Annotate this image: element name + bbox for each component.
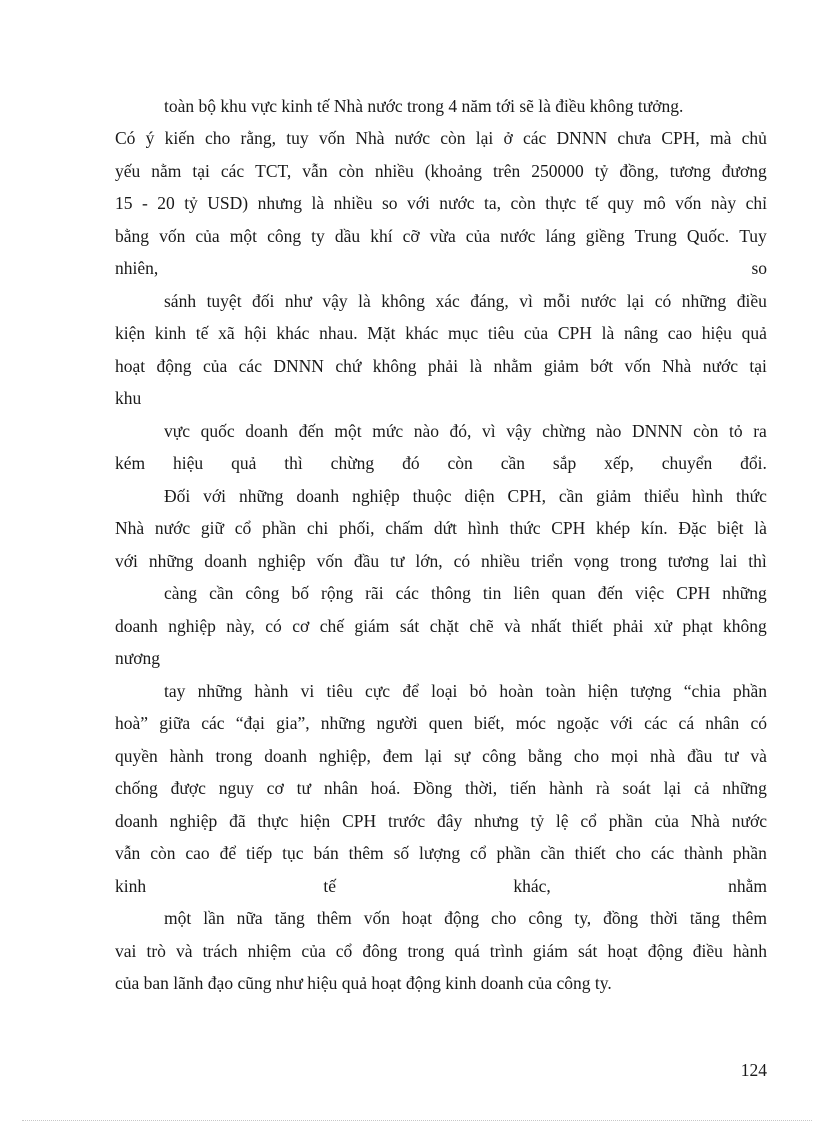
page-number: 124 — [740, 1060, 767, 1080]
text-line: chống được nguy cơ tư nhân hoá. Đồng thời, tiến hành rà soát lại cả những — [115, 778, 767, 798]
text-line: 15 - 20 tỷ USD) nhưng là nhiều so với nước ta, còn thực tế quy mô vốn này chỉ — [115, 193, 767, 213]
text-line: với những doanh nghiệp vốn đầu tư lớn, có nhiều triển vọng trong tương lai thì — [115, 551, 767, 571]
text-line: hoạt động của các DNNN chứ không phải là nhằm giảm bớt vốn Nhà nước tại — [115, 356, 767, 376]
text-line: khu — [115, 388, 142, 408]
text-line: doanh nghiệp này, có cơ chế giám sát chặt chẽ và nhất thiết phải xử phạt không — [115, 616, 767, 636]
text-line: kinh tế khác, nhằm — [115, 876, 767, 896]
text-line: quyền hành trong doanh nghiệp, đem lại sự công bằng cho mọi nhà đầu tư và — [115, 746, 767, 766]
text-line: của ban lãnh đạo cũng như hiệu quả hoạt động kinh doanh của công ty. — [115, 973, 612, 993]
text-line: sánh tuyệt đối như vậy là không xác đáng, vì mỗi nước lại có những điều — [164, 291, 767, 311]
text-line: bằng vốn của một công ty dầu khí cỡ vừa của nước láng giềng Trung Quốc. Tuy — [115, 226, 767, 246]
text-line: nương — [115, 648, 160, 668]
text-line: vẫn còn cao để tiếp tục bán thêm số lượng cổ phần cần thiết cho các thành phần — [115, 843, 767, 863]
text-line: nhiên, so — [115, 258, 767, 278]
text-line: doanh nghiệp đã thực hiện CPH trước đây nhưng tỷ lệ cổ phần của Nhà nước — [115, 811, 767, 831]
footer-divider — [22, 1120, 812, 1121]
text-line: Có ý kiến cho rằng, tuy vốn Nhà nước còn lại ở các DNNN chưa CPH, mà chủ — [115, 128, 767, 148]
text-line: càng cần công bố rộng rãi các thông tin liên quan đến việc CPH những — [164, 583, 767, 603]
text-line: kém hiệu quả thì chừng đó còn cần sắp xếp, chuyển đổi. — [115, 453, 767, 473]
text-line: Nhà nước giữ cổ phần chi phối, chấm dứt hình thức CPH khép kín. Đặc biệt là — [115, 518, 767, 538]
text-line: kiện kinh tế xã hội khác nhau. Mặt khác mục tiêu của CPH là nâng cao hiệu quả — [115, 323, 767, 343]
text-line: yếu nằm tại các TCT, vẫn còn nhiều (khoảng trên 250000 tỷ đồng, tương đương — [115, 161, 767, 181]
text-line: vực quốc doanh đến một mức nào đó, vì vậy chừng nào DNNN còn tỏ ra — [164, 421, 767, 441]
text-line: Đối với những doanh nghiệp thuộc diện CPH, cần giảm thiểu hình thức — [164, 486, 767, 506]
text-line: một lần nữa tăng thêm vốn hoạt động cho công ty, đồng thời tăng thêm — [164, 908, 767, 928]
text-line: hoà” giữa các “đại gia”, những người quen biết, móc ngoặc với các cá nhân có — [115, 713, 767, 733]
text-line: toàn bộ khu vực kinh tế Nhà nước trong 4 năm tới sẽ là điều không tưởng. — [164, 96, 684, 116]
text-line: tay những hành vi tiêu cực để loại bỏ hoàn toàn hiện tượng “chia phần — [164, 681, 767, 701]
text-line: vai trò và trách nhiệm của cổ đông trong quá trình giám sát hoạt động điều hành — [115, 941, 767, 961]
